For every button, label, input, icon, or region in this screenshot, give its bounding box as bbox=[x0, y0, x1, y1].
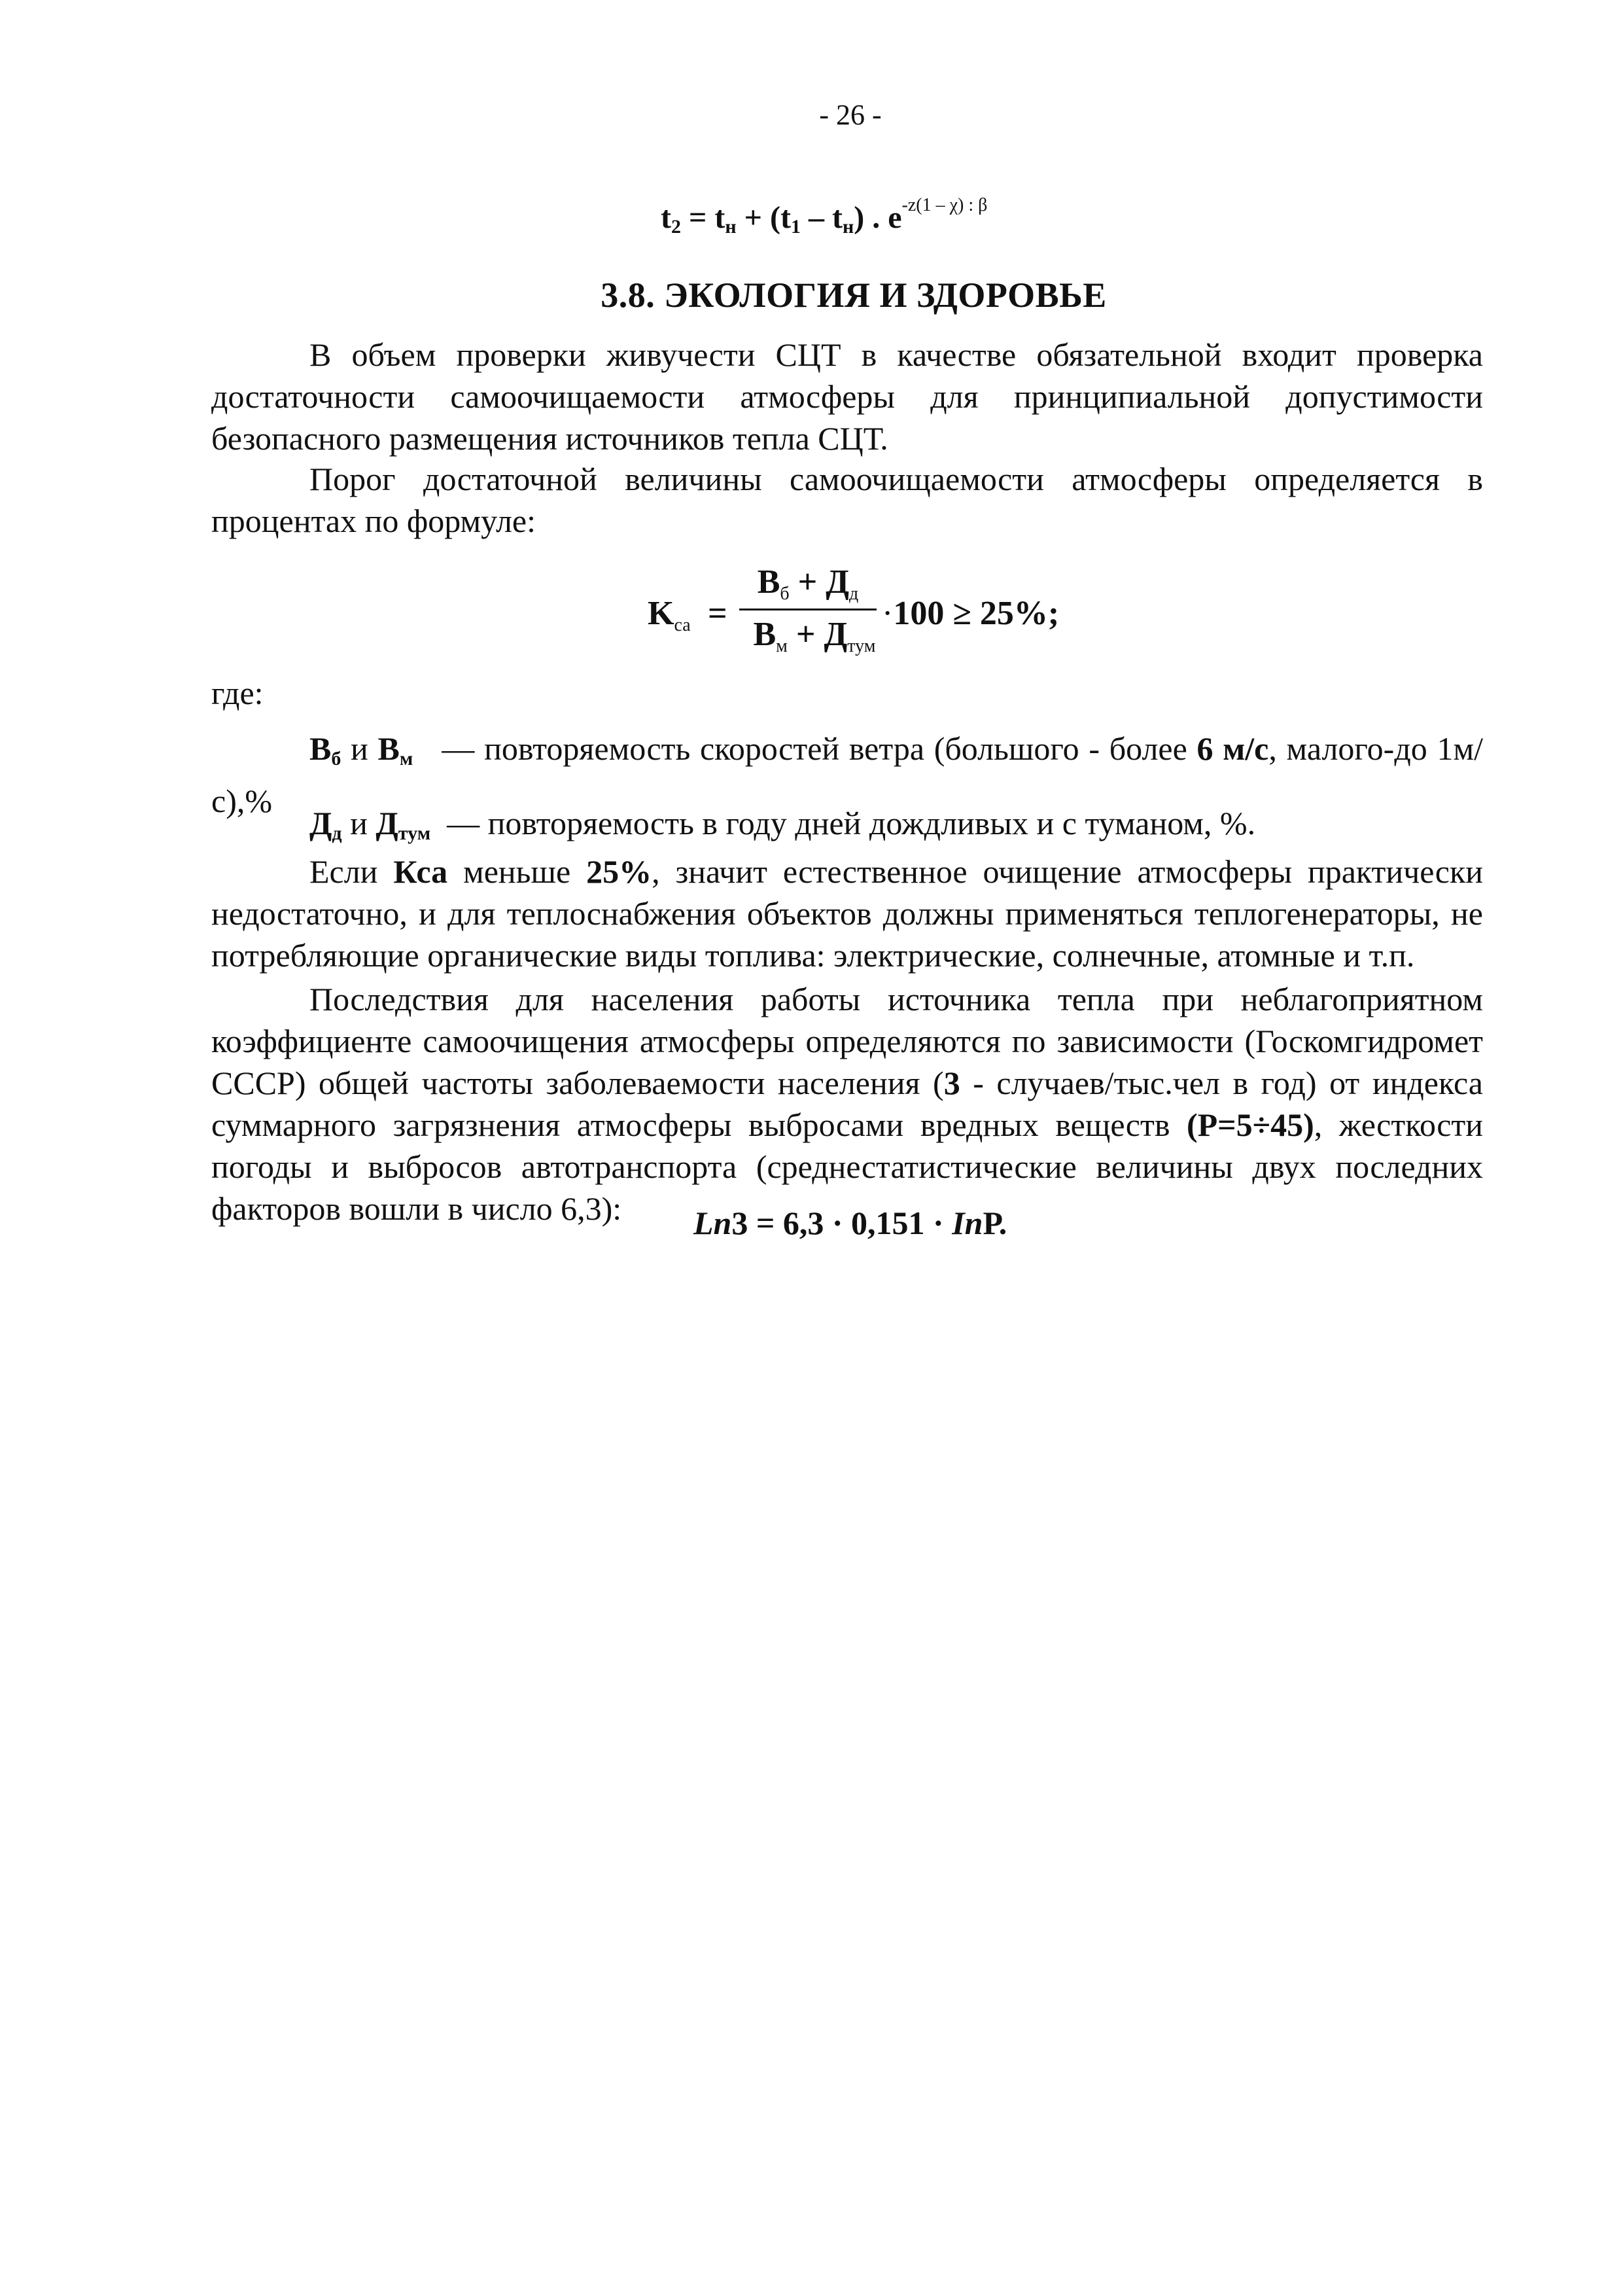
bold-part: 25% bbox=[586, 853, 652, 890]
formula-sub: са bbox=[674, 615, 691, 635]
formula-dot: · bbox=[882, 595, 894, 632]
text-part: - случаев/тыс.чел в год) от индекса суммарного загрязнения атмосферы выбросами вредных веществ bbox=[211, 1065, 1484, 1143]
term-sub: д bbox=[332, 822, 342, 844]
definition-term bbox=[309, 730, 341, 767]
paragraph-1: В объем проверки живучести СЦТ в качестве обязательной входит проверка достаточности самоочищаемости атмосферы для принципиальной допустимости безопасного размещения источников тепла СЦТ. bbox=[211, 336, 1483, 457]
formula-sub: тум bbox=[847, 636, 876, 656]
term-and: и bbox=[341, 805, 376, 841]
term-sub: м bbox=[399, 748, 413, 769]
paragraph-2: Порог достаточной величины самоочищаемости атмосферы определяется в процентах по формуле: bbox=[211, 461, 1483, 539]
formula-part: + Д bbox=[787, 616, 848, 653]
term-part: Д bbox=[309, 805, 332, 841]
formula-sub: н bbox=[842, 216, 854, 238]
formula-sub: 1 bbox=[790, 216, 801, 238]
formula-part: K bbox=[648, 595, 674, 632]
formula-part: В bbox=[757, 563, 780, 601]
where-label: где: bbox=[211, 675, 264, 711]
formula-sub: б bbox=[780, 584, 790, 604]
term-sub: б bbox=[331, 748, 341, 769]
fraction-numerator bbox=[739, 563, 877, 605]
text-part: , жесткости погоды и выбросов автотранспорта (среднестатистические величины двух последних факторов вошли в число 6,3): bbox=[211, 1106, 1483, 1227]
formula-part: = t bbox=[680, 200, 725, 235]
paragraph-3 bbox=[211, 851, 1483, 976]
definition-term bbox=[375, 805, 431, 844]
term-part: Д bbox=[375, 805, 398, 841]
term-sub: тум bbox=[398, 822, 431, 844]
formula-sub: 2 bbox=[671, 216, 681, 238]
definition-dash: — bbox=[413, 730, 485, 767]
bold-part: Кса bbox=[393, 853, 448, 890]
definition-dash: — bbox=[430, 805, 488, 841]
formula-kca bbox=[648, 563, 1106, 661]
formula-italic: In bbox=[952, 1205, 983, 1241]
formula-part: Р. bbox=[983, 1205, 1007, 1241]
formula-t2 bbox=[661, 195, 987, 238]
text-part: , значит естественное очищение атмосферы практически недостаточно, и для теплоснабжения объектов должны применяться теплогенераторы, не потребляющие органические виды топлива: электрические, солнечные, атомные и т.п. bbox=[211, 853, 1483, 974]
formula-sub: н bbox=[725, 216, 737, 238]
text-part: меньше bbox=[447, 853, 587, 890]
definition-text: повторяемость скоростей ветра (большого - более bbox=[484, 730, 1197, 767]
page-number: - 26 - bbox=[819, 99, 882, 131]
formula-sub: д bbox=[849, 584, 859, 604]
formula-part: – t bbox=[800, 200, 843, 235]
formula-part: + (t bbox=[736, 200, 791, 235]
definition-term bbox=[378, 730, 413, 767]
bold-part: 3 bbox=[943, 1065, 960, 1101]
formula-kca-rhs bbox=[882, 594, 1059, 633]
formula-sub: м bbox=[776, 636, 788, 656]
formula-ln bbox=[693, 1204, 1007, 1242]
term-and: и bbox=[341, 730, 378, 767]
formula-exponent: -z(1 – χ) : β bbox=[901, 195, 988, 215]
fraction-denominator bbox=[739, 615, 890, 657]
text-part: Последствия для населения работы источника тепла при неблагоприятном коэффициенте самоочищения атмосферы определяются по зависимости (Госкомгидромет СССР) общей частоты заболеваемости населения ( bbox=[211, 981, 1483, 1101]
paragraph-4 bbox=[211, 978, 1483, 1229]
definition-bold: 6 м/с bbox=[1196, 730, 1269, 767]
formula-part: 3 = 6,3 · 0,151 · bbox=[731, 1205, 952, 1241]
fraction-line bbox=[739, 609, 877, 610]
formula-part: 100 ≥ 25%; bbox=[893, 595, 1060, 632]
formula-italic: Ln bbox=[693, 1205, 732, 1241]
term-part: В bbox=[309, 730, 332, 767]
bold-part: (Р=5÷45) bbox=[1186, 1106, 1314, 1143]
definition-text: повторяемость в году дней дождливых и с туманом, %. bbox=[487, 805, 1256, 841]
formula-equals: = bbox=[708, 595, 727, 632]
section-title: 3.8. ЭКОЛОГИЯ И ЗДОРОВЬЕ bbox=[601, 275, 1107, 315]
formula-kca-lhs bbox=[648, 594, 691, 636]
term-part: В bbox=[377, 730, 400, 767]
definition-rain bbox=[211, 802, 1483, 855]
definition-text: , малого-до 1м/с),% bbox=[211, 730, 1483, 819]
definition-term bbox=[309, 805, 342, 844]
text-part: Если bbox=[309, 853, 394, 890]
formula-part: В bbox=[753, 616, 777, 653]
formula-part: ) . e bbox=[854, 200, 902, 235]
formula-part: + Д bbox=[789, 563, 850, 601]
formula-part: t bbox=[661, 200, 671, 235]
